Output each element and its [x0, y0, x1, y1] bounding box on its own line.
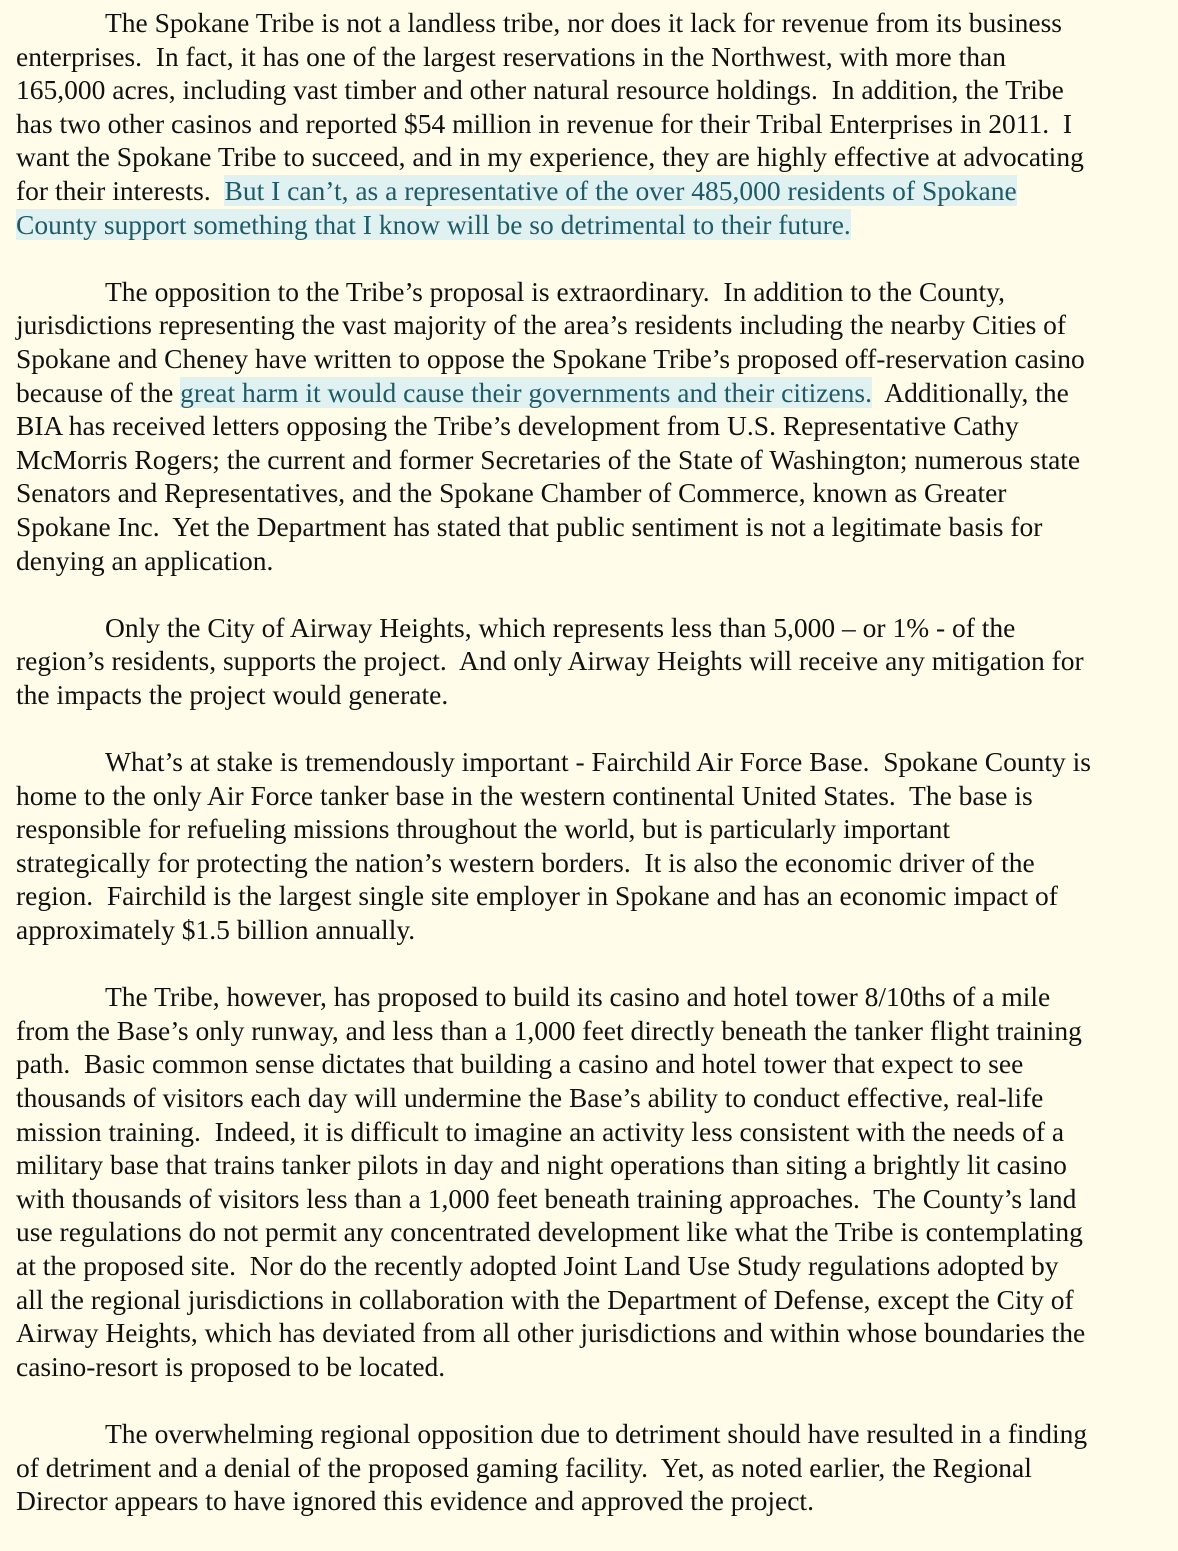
text-segment: Additionally, the [872, 376, 1069, 408]
highlighted-text: But I can’t, as a representative of the over 485,000 residents of Spokane [224, 174, 1017, 206]
text-line [16, 1283, 1166, 1317]
text-segment: approximately $1.5 billion annually. [16, 914, 416, 946]
text-segment: region’s residents, supports the project. And only Airway Heights will receive any mitigation for [16, 645, 1084, 677]
text-segment: military base that trains tanker pilots in day and night operations than siting a brightly lit casino [16, 1149, 1067, 1181]
text-line [16, 1417, 1166, 1451]
text-line [16, 1484, 1166, 1518]
text-line [16, 779, 1166, 813]
text-segment: all the regional jurisdictions in collaboration with the Department of Defense, except the City of [16, 1283, 1074, 1315]
text-segment: 165,000 acres, including vast timber and other natural resource holdings. In addition, the Tribe [16, 74, 1064, 106]
paragraph [16, 980, 1166, 1383]
text-line [16, 1148, 1166, 1182]
text-segment: Only the City of Airway Heights, which represents less than 5,000 – or 1% - of the [105, 611, 1016, 643]
document-page [16, 6, 1166, 1551]
text-line [16, 40, 1166, 74]
text-line [16, 174, 1166, 208]
paragraph [16, 6, 1166, 241]
text-segment: Director appears to have ignored this evidence and approved the project. [16, 1485, 814, 1517]
text-line [16, 1014, 1166, 1048]
text-segment: denying an application. [16, 544, 274, 576]
paragraph [16, 611, 1166, 712]
text-line [16, 745, 1166, 779]
text-line [16, 544, 1166, 578]
text-line [16, 308, 1166, 342]
text-line [16, 376, 1166, 410]
text-line [16, 443, 1166, 477]
paragraph [16, 275, 1166, 577]
paragraph [16, 745, 1166, 947]
text-line [16, 644, 1166, 678]
text-segment: want the Spokane Tribe to succeed, and in my experience, they are highly effective at advocating [16, 141, 1084, 173]
text-line [16, 1215, 1166, 1249]
text-segment: The opposition to the Tribe’s proposal is extraordinary. In addition to the County, [105, 275, 1006, 307]
text-line [16, 6, 1166, 40]
text-segment: The Spokane Tribe is not a landless tribe, nor does it lack for revenue from its business [105, 7, 1062, 38]
text-line [16, 208, 1166, 242]
text-segment: enterprises. In fact, it has one of the largest reservations in the Northwest, with more than [16, 40, 1006, 72]
text-segment: The overwhelming regional opposition due to detriment should have resulted in a finding [105, 1417, 1088, 1449]
text-line [16, 1350, 1166, 1384]
text-line [16, 812, 1166, 846]
text-segment: Airway Heights, which has deviated from all other jurisdictions and within whose boundaries the [16, 1317, 1086, 1349]
text-segment: use regulations do not permit any concentrated development like what the Tribe is contemplating [16, 1216, 1083, 1248]
text-line [16, 342, 1166, 376]
text-segment: BIA has received letters opposing the Tribe’s development from U.S. Representative Cathy [16, 410, 1019, 442]
text-line [16, 73, 1166, 107]
highlighted-text: County support something that I know will be so detrimental to their future. [16, 208, 851, 240]
text-segment: at the proposed site. Nor do the recently adopted Joint Land Use Study regulations adopted by [16, 1249, 1059, 1281]
text-line [16, 140, 1166, 174]
text-line [16, 1316, 1166, 1350]
text-line [16, 1115, 1166, 1149]
text-line [16, 846, 1166, 880]
text-segment: for their interests. [16, 174, 225, 206]
text-line [16, 476, 1166, 510]
text-line [16, 510, 1166, 544]
text-line [16, 1182, 1166, 1216]
text-line [16, 1451, 1166, 1485]
paragraph [16, 1417, 1166, 1518]
text-line [16, 409, 1166, 443]
text-line [16, 913, 1166, 947]
text-segment: with thousands of visitors less than a 1,000 feet beneath training approaches. The County’s land [16, 1182, 1077, 1214]
text-line [16, 1081, 1166, 1115]
text-line [16, 107, 1166, 141]
text-segment: Senators and Representatives, and the Spokane Chamber of Commerce, known as Greater [16, 477, 1007, 509]
text-segment: from the Base’s only runway, and less than a 1,000 feet directly beneath the tanker flight training [16, 1014, 1082, 1046]
text-segment: Spokane Inc. Yet the Department has stated that public sentiment is not a legitimate basis for [16, 510, 1043, 542]
text-segment: home to the only Air Force tanker base in the western continental United States. The base is [16, 779, 1033, 811]
text-segment: of detriment and a denial of the proposed gaming facility. Yet, as noted earlier, the Regional [16, 1451, 1032, 1483]
text-segment: jurisdictions representing the vast majority of the area’s residents including the nearby Cities of [16, 309, 1067, 341]
text-segment: because of the [16, 376, 181, 408]
text-segment: responsible for refueling missions throughout the world, but is particularly important [16, 813, 951, 845]
text-segment: region. Fairchild is the largest single site employer in Spokane and has an economic impact of [16, 880, 1058, 912]
text-segment: strategically for protecting the nation’s western borders. It is also the economic driver of the [16, 846, 1035, 878]
text-segment: has two other casinos and reported $54 million in revenue for their Tribal Enterprises in 2011. I [16, 107, 1072, 139]
text-line [16, 611, 1166, 645]
text-line [16, 1047, 1166, 1081]
text-line [16, 275, 1166, 309]
text-segment: Spokane and Cheney have written to oppose the Spokane Tribe’s proposed off-reservation casino [16, 342, 1085, 374]
text-segment: the impacts the project would generate. [16, 678, 449, 710]
text-segment: path. Basic common sense dictates that building a casino and hotel tower that expect to see [16, 1048, 1024, 1080]
text-segment: casino-resort is proposed to be located. [16, 1350, 446, 1382]
highlighted-text: great harm it would cause their governments and their citizens. [180, 376, 873, 408]
text-segment: What’s at stake is tremendously important - Fairchild Air Force Base. Spokane County is [105, 746, 1092, 778]
text-line [16, 879, 1166, 913]
text-line [16, 678, 1166, 712]
text-segment: McMorris Rogers; the current and former Secretaries of the State of Washington; numerous state [16, 443, 1081, 475]
text-segment: thousands of visitors each day will undermine the Base’s ability to conduct effective, real-life [16, 1082, 1044, 1113]
text-segment: The Tribe, however, has proposed to build its casino and hotel tower 8/10ths of a mile [105, 981, 1051, 1013]
text-line [16, 980, 1166, 1014]
text-line [16, 1249, 1166, 1283]
text-segment: mission training. Indeed, it is difficult to imagine an activity less consistent with the needs of a [16, 1115, 1065, 1147]
